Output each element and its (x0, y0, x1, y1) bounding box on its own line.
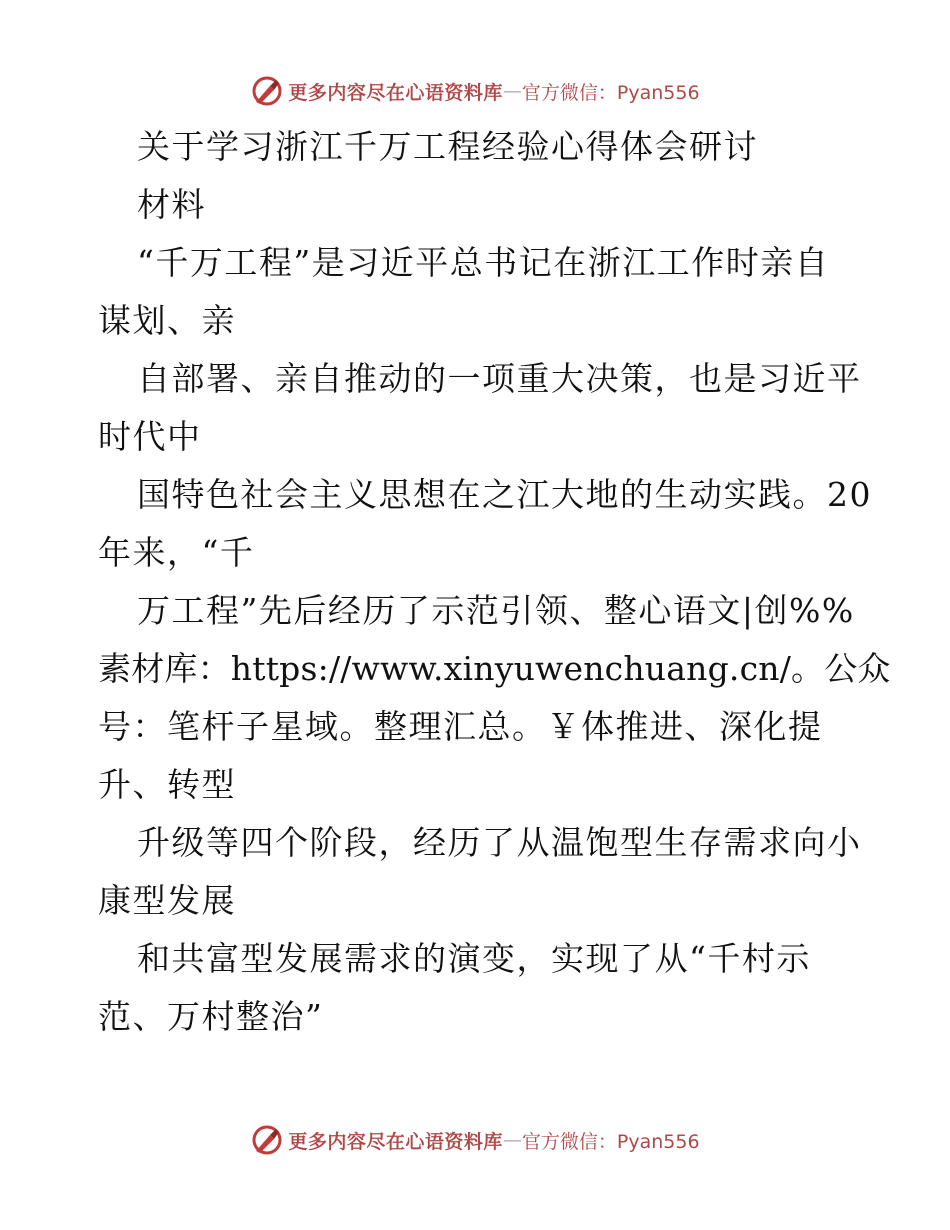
document-title-line-2: 材料 (137, 185, 206, 224)
footer-banner-text: 更多内容尽在心语资料库 (288, 1130, 503, 1153)
paragraph-line-with-url: 素材库：https://www.xinyuwenchuang.cn/。公众 (98, 649, 891, 688)
paragraph-line: 康型发展 (98, 881, 236, 920)
paragraph-line: 时代中 (98, 417, 202, 456)
paragraph-line: “千万工程”是习近平总书记在浙江工作时亲自 (137, 243, 830, 282)
footer-banner-separator: — (502, 1129, 522, 1151)
paragraph-line: 自部署、亲自推动的一项重大决策，也是习近平 (137, 359, 862, 398)
paragraph-line: 谋划、亲 (98, 301, 236, 340)
paragraph-line: 升、转型 (98, 765, 236, 804)
pen-logo-icon (250, 1123, 284, 1157)
footer-banner-contact: 官方微信：Pyan556 (521, 1130, 700, 1153)
document-title-line-1: 关于学习浙江千万工程经验心得体会研讨 (137, 127, 758, 166)
header-banner-text: 更多内容尽在心语资料库 (288, 81, 503, 104)
pen-logo-icon (250, 74, 284, 108)
header-watermark-banner (0, 71, 950, 111)
paragraph-line: 升级等四个阶段，经历了从温饱型生存需求向小 (137, 823, 862, 862)
header-banner-separator: — (502, 80, 522, 102)
paragraph-line: 号：笔杆子星域。整理汇总。￥体推进、深化提 (98, 707, 823, 746)
paragraph-line: 万工程”先后经历了示范引领、整心语文|创%% (137, 591, 855, 630)
paragraph-line: 国特色社会主义思想在之江大地的生动实践。20 (137, 475, 872, 514)
header-banner-contact: 官方微信：Pyan556 (521, 81, 700, 104)
footer-watermark-banner (0, 1120, 950, 1160)
paragraph-line: 年来，“千 (98, 533, 255, 572)
paragraph-line: 范、万村整治” (98, 997, 324, 1036)
paragraph-line: 和共富型发展需求的演变，实现了从“千村示 (137, 939, 811, 978)
